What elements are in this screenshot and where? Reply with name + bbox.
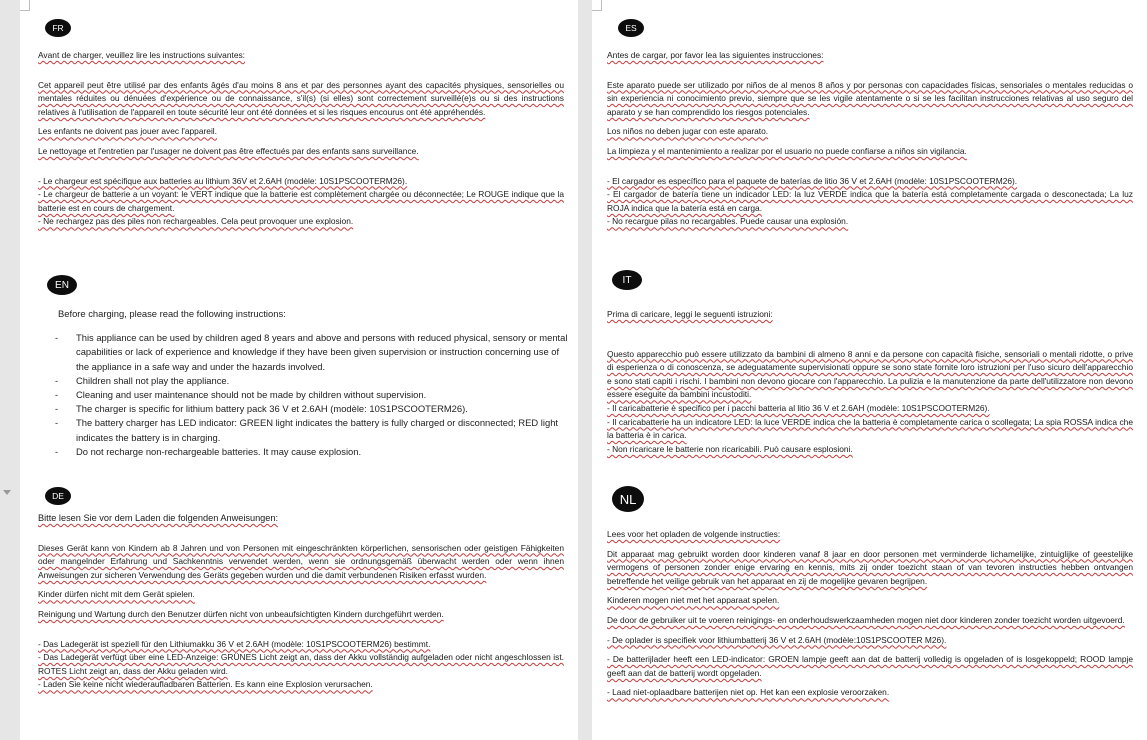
document-page-right: [592, 0, 1147, 740]
nl-intro: Lees voor het opladen de volgende instructies:: [607, 529, 781, 539]
section-en: [38, 307, 568, 459]
nl-bullet-2: - De batterijlader heeft een LED-indicator: GROEN lampje geeft aan dat de batterij volledig is opgeladen of is losgekoppeld; ROOD lampje geeft aan dat de batterij wordt opgeladen.: [607, 654, 1133, 678]
fr-paragraph-1: Cet appareil peut être utilisé par des enfants âgés d'au moins 8 ans et par des personnes ayant des capacités physiques, sensorielles ou mentales réduites ou dénuées d'expérience ou de connaissance, s'il(s) (si elles) sont correctement surveillé(e)s ou si des instructions relatives à l'utilisation de l'appareil en toute sécurité leur ont été données et si les risques encourus ont été appréhendés.: [38, 79, 564, 117]
section-de: [38, 512, 564, 692]
es-bullet-2: - El cargador de batería tiene un indicador LED: la luz VERDE indica que la batería está completamente cargada o desconectada; La luz ROJA indica que la batería está en carga.: [607, 189, 1133, 213]
language-badge-fr: FR: [45, 19, 71, 37]
en-list: [38, 331, 568, 459]
it-paragraph-1: Questo apparecchio può essere utilizzato da bambini di almeno 8 anni e da persone con capacità fisiche, sensoriali o mentali ridotte, o prive di esperienza o di conoscenza, se adeguatamente supervisionati oppure se sono state fornite loro istruzioni per l'uso sicuro dell'apparecchio e sono stati capiti i rischi. I bambini non devono giocare con l'apparecchio. La pulizia e la manutenzione da parte dell'utilizzatore non devono essere eseguite da bambini incustoditi.: [607, 348, 1133, 400]
fr-bullet-2: - Le chargeur de batterie a un voyant: le VERT indique que la batterie est complètement chargée ou déconnectée; Le ROUGE indique que la batterie est en cours de chargement.: [38, 189, 564, 213]
section-nl: [607, 528, 1133, 700]
it-bullet-2: - Il caricabatterie ha un indicatore LED: la luce VERDE indica che la batteria è completamente carica o scollegata; La spia ROSSA indica che la batteria è in carica.: [607, 416, 1133, 441]
de-paragraph-3: Reinigung und Wartung durch den Benutzer dürfen nicht von unbeaufsichtigten Kindern durchgeführt werden.: [38, 608, 444, 619]
fr-bullet-3: - Ne rechargez pas des piles non rechargeables. Cela peut provoquer une explosion.: [38, 216, 354, 227]
de-intro: Bitte lesen Sie vor dem Laden die folgenden Anweisungen:: [38, 513, 279, 523]
document-page-left: [20, 0, 578, 740]
it-bullet-3: - Non ricaricare le batterie non ricaricabili. Può causare esplosioni.: [607, 443, 853, 454]
de-paragraph-2: Kinder dürfen nicht mit dem Gerät spielen.: [38, 589, 195, 600]
nl-bullet-3: - Laad niet-oplaadbare batterijen niet op. Het kan een explosie veroorzaken.: [607, 687, 890, 698]
it-intro: Prima di caricare, leggi le seguenti istruzioni:: [607, 309, 773, 319]
fr-paragraph-2: Les enfants ne doivent pas jouer avec l'appareil.: [38, 126, 217, 137]
en-intro: Before charging, please read the following instructions:: [58, 308, 286, 319]
section-es: [607, 49, 1133, 229]
section-fr: [38, 49, 564, 229]
de-bullet-3: - Laden Sie keine nicht wiederaufladbaren Batterien. Es kann eine Explosion verursachen.: [38, 679, 373, 690]
es-bullet-3: - No recargue pilas no recargables. Puede causar una explosión.: [607, 216, 849, 227]
es-intro: Antes de cargar, por favor lea las siguientes instrucciones:: [607, 50, 824, 60]
page-corner-mark: [20, 0, 30, 11]
language-badge-de: DE: [45, 487, 71, 505]
section-it: [607, 308, 1133, 456]
es-bullet-1: - El cargador es específico para el paquete de baterías de litio 36 V et 2.6AH (modèle: 10S1PSCOOTERM26).: [607, 175, 1018, 186]
es-paragraph-2: Los niños no deben jugar con este aparato.: [607, 126, 769, 137]
language-badge-es: ES: [618, 19, 644, 37]
it-bullet-1: - Il caricabatterie è specifico per i pacchi batteria al litio 36 V et 2.6AH (modèle: 10S1PSCOOTERM26).: [607, 402, 990, 413]
nl-bullet-1: - De oplader is specifiek voor lithiumbatterij 36 V et 2.6AH (modèle:10S1PSCOOTER M26).: [607, 634, 947, 645]
es-paragraph-3: La limpieza y el mantenimiento a realizar por el usuario no puede confiarse a niños sin vigilancia.: [607, 145, 967, 156]
en-list-item: - This appliance can be used by children aged 8 years and above and persons with reduced physical, sensory or mental capabilities or lack of experience and knowledge if they have been given supervision or instruction concerning use of the appliance in a safe way and under the hazards involved.: [38, 331, 568, 374]
en-list-item: - Children shall not play the appliance.: [38, 374, 568, 388]
de-paragraph-1: Dieses Gerät kann von Kindern ab 8 Jahren und von Personen mit eingeschränkten körperlichen, sensorischen oder geistigen Fähigkeiten oder mangelnder Erfahrung und Sachkenntnis verwendet werden, wenn sie ordnungsgemäß überwacht werden oder wenn ihnen Anweisungen zur sicheren Verwendung des Geräts gegeben wurden und die damit verbundenen Risiken erfasst wurden.: [38, 542, 564, 580]
language-badge-nl: NL: [612, 486, 644, 512]
fr-bullet-1: - Le chargeur est spécifique aux batteries au lithium 36V et 2.6AH (modèle: 10S1PSCOOTERM26).: [38, 175, 408, 186]
fr-paragraph-3: Le nettoyage et l'entretien par l'usager ne doivent pas être effectués par des enfants sans surveillance.: [38, 145, 419, 156]
de-bullet-1: - Das Ladegerät ist speziell für den Lithiumakku 36 V et 2.6AH (modèle: 10S1PSCOOTERM26) bestimmt.: [38, 638, 431, 649]
fr-intro: Avant de charger, veuillez lire les instructions suivantes:: [38, 50, 245, 60]
nl-paragraph-1: Dit apparaat mag gebruikt worden door kinderen vanaf 8 jaar en door personen met verminderde lichamelijke, zintuiglijke of geestelijke vermogens of personen zonder enige ervaring en kennis, mits zij onder toezicht staan of van tevoren instructies hebben ontvangen betreffende het veilige gebruik van het apparaat en zij de mogelijke gevaren begrijpen.: [607, 548, 1133, 586]
en-list-item: - Do not recharge non-rechargeable batteries. It may cause explosion.: [38, 445, 568, 459]
language-badge-it: IT: [612, 270, 642, 290]
en-list-item: - Cleaning and user maintenance should not be made by children without supervision.: [38, 388, 568, 402]
nl-paragraph-3: De door de gebruiker uit te voeren reinigings- en onderhoudswerkzaamheden mogen niet door kinderen zonder toezicht worden uitgevoerd.: [607, 614, 1125, 625]
nl-paragraph-2: Kinderen mogen niet met het apparaat spelen.: [607, 595, 780, 606]
en-list-item: - The charger is specific for lithium battery pack 36 V et 2.6AH (modèle: 10S1PSCOOTERM26).: [38, 402, 568, 416]
language-badge-en: EN: [47, 275, 77, 295]
ruler-marker-icon: [3, 490, 11, 495]
page-corner-mark: [592, 0, 602, 11]
es-paragraph-1: Este aparato puede ser utilizado por niños de al menos 8 años y por personas con capacidades físicas, sensoriales o mentales reducidas o sin experiencia ni conocimiento previo, siempre que se les vigile atentamente o si se les facilitan instrucciones relativas al uso seguro del aparato y se han comprendido los riesgos potenciales.: [607, 79, 1133, 117]
de-bullet-2: - Das Ladegerät verfügt über eine LED-Anzeige: GRÜNES Licht zeigt an, dass der Akku vollständig aufgeladen oder nicht angeschlossen ist. ROTES Licht zeigt an, dass der Akku geladen wird.: [38, 652, 564, 676]
en-list-item: - The battery charger has LED indicator: GREEN light indicates the battery is fully charged or disconnected; RED light indicates the battery is in charging.: [38, 416, 568, 444]
